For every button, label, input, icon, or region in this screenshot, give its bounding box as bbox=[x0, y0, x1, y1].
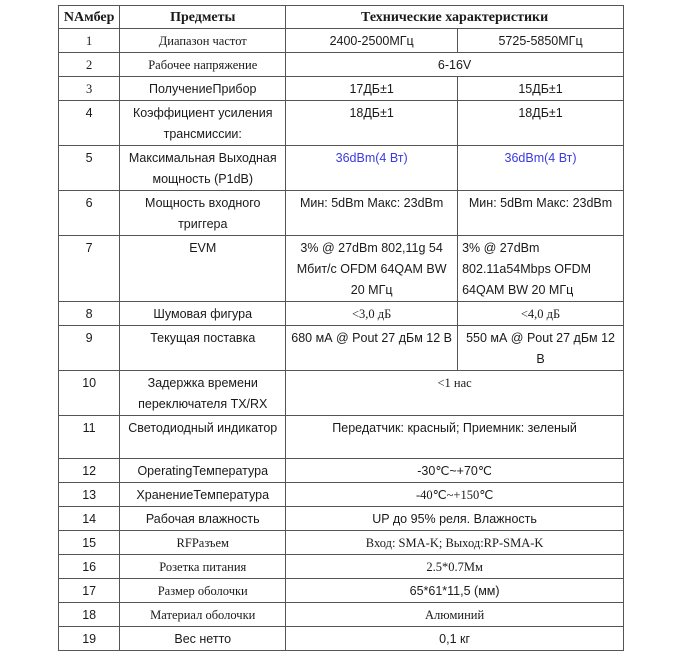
row-number: 14 bbox=[59, 507, 120, 531]
row-number: 10 bbox=[59, 371, 120, 416]
row-value: 65*61*11,5 (мм) bbox=[286, 579, 624, 603]
header-row bbox=[59, 6, 624, 29]
row-value-a: 18ДБ±1 bbox=[286, 101, 458, 146]
row-value: <1 нас bbox=[286, 371, 624, 416]
row-number: 13 bbox=[59, 483, 120, 507]
row-item: Размер оболочки bbox=[120, 579, 286, 603]
row-number: 16 bbox=[59, 555, 120, 579]
row-number: 6 bbox=[59, 191, 120, 236]
row-value-b: 3% @ 27dBm 802.11a54Mbps OFDM 64QAM BW 20 МГц bbox=[458, 236, 624, 302]
table-row bbox=[59, 579, 624, 603]
row-value: -40℃~+150℃ bbox=[286, 483, 624, 507]
row-value-a: 3% @ 27dBm 802,11g 54 Мбит/с OFDM 64QAM BW 20 МГц bbox=[286, 236, 458, 302]
table-row bbox=[59, 531, 624, 555]
row-item: Материал оболочки bbox=[120, 603, 286, 627]
row-value-a: <3,0 дБ bbox=[286, 302, 458, 326]
row-number: 12 bbox=[59, 459, 120, 483]
table-row bbox=[59, 603, 624, 627]
row-item: Мощность входного триггера bbox=[120, 191, 286, 236]
row-item: EVM bbox=[120, 236, 286, 302]
row-number: 11 bbox=[59, 416, 120, 459]
row-number: 9 bbox=[59, 326, 120, 371]
row-number: 3 bbox=[59, 77, 120, 101]
row-number: 1 bbox=[59, 29, 120, 53]
table-row bbox=[59, 29, 624, 53]
row-value: -30℃~+70℃ bbox=[286, 459, 624, 483]
table-row bbox=[59, 371, 624, 416]
table-row bbox=[59, 101, 624, 146]
row-number: 15 bbox=[59, 531, 120, 555]
table-row bbox=[59, 191, 624, 236]
row-item: Светодиодный индикатор bbox=[120, 416, 286, 459]
row-value-a: 17ДБ±1 bbox=[286, 77, 458, 101]
row-value-b: 5725-5850МГц bbox=[458, 29, 624, 53]
spec-table bbox=[58, 5, 624, 651]
header-items: Предметы bbox=[120, 6, 286, 29]
row-item: Розетка питания bbox=[120, 555, 286, 579]
row-item: Максимальная Выходная мощность (P1dB) bbox=[120, 146, 286, 191]
row-item: Рабочая влажность bbox=[120, 507, 286, 531]
row-item: ПолучениеПрибор bbox=[120, 77, 286, 101]
row-number: 17 bbox=[59, 579, 120, 603]
table-row bbox=[59, 555, 624, 579]
table-row bbox=[59, 53, 624, 77]
row-value-a: Мин: 5dBm Макс: 23dBm bbox=[286, 191, 458, 236]
row-value: 0,1 кг bbox=[286, 627, 624, 651]
row-item: Диапазон частот bbox=[120, 29, 286, 53]
row-number: 8 bbox=[59, 302, 120, 326]
table-row bbox=[59, 146, 624, 191]
table-row bbox=[59, 459, 624, 483]
row-value-b: 36dBm(4 Вт) bbox=[458, 146, 624, 191]
row-item: RFРазъем bbox=[120, 531, 286, 555]
row-value: UP до 95% реля. Влажность bbox=[286, 507, 624, 531]
row-value-a: 680 мА @ Pout 27 дБм 12 В bbox=[286, 326, 458, 371]
table-row bbox=[59, 302, 624, 326]
row-number: 4 bbox=[59, 101, 120, 146]
row-item: Рабочее напряжение bbox=[120, 53, 286, 77]
table-row bbox=[59, 77, 624, 101]
row-value: Передатчик: красный; Приемник: зеленый bbox=[286, 416, 624, 459]
header-specs: Технические характеристики bbox=[286, 6, 624, 29]
row-number: 5 bbox=[59, 146, 120, 191]
row-value-b: 15ДБ±1 bbox=[458, 77, 624, 101]
table-row bbox=[59, 416, 624, 459]
row-value-a: 2400-2500МГц bbox=[286, 29, 458, 53]
row-value-a: 36dBm(4 Вт) bbox=[286, 146, 458, 191]
table-row bbox=[59, 326, 624, 371]
row-number: 18 bbox=[59, 603, 120, 627]
row-item: OperatingТемпература bbox=[120, 459, 286, 483]
table-row bbox=[59, 483, 624, 507]
table-row bbox=[59, 236, 624, 302]
table-row bbox=[59, 507, 624, 531]
row-number: 19 bbox=[59, 627, 120, 651]
row-item: Коэффициент усиления трансмиссии: bbox=[120, 101, 286, 146]
table-row bbox=[59, 627, 624, 651]
row-value-b: 550 мА @ Pout 27 дБм 12 В bbox=[458, 326, 624, 371]
row-item: Шумовая фигура bbox=[120, 302, 286, 326]
row-item: Задержка времени переключателя TX/RX bbox=[120, 371, 286, 416]
row-item: ХранениеТемпература bbox=[120, 483, 286, 507]
row-item: Вес нетто bbox=[120, 627, 286, 651]
row-value-b: <4,0 дБ bbox=[458, 302, 624, 326]
row-value: Алюминий bbox=[286, 603, 624, 627]
row-item: Текущая поставка bbox=[120, 326, 286, 371]
row-value-b: Мин: 5dBm Макс: 23dBm bbox=[458, 191, 624, 236]
row-value: 6-16V bbox=[286, 53, 624, 77]
row-number: 2 bbox=[59, 53, 120, 77]
row-value: 2.5*0.7Мм bbox=[286, 555, 624, 579]
row-number: 7 bbox=[59, 236, 120, 302]
row-value-b: 18ДБ±1 bbox=[458, 101, 624, 146]
header-number: NАмбер bbox=[59, 6, 120, 29]
row-value: Вход: SMA-K; Выход:RP-SMA-K bbox=[286, 531, 624, 555]
